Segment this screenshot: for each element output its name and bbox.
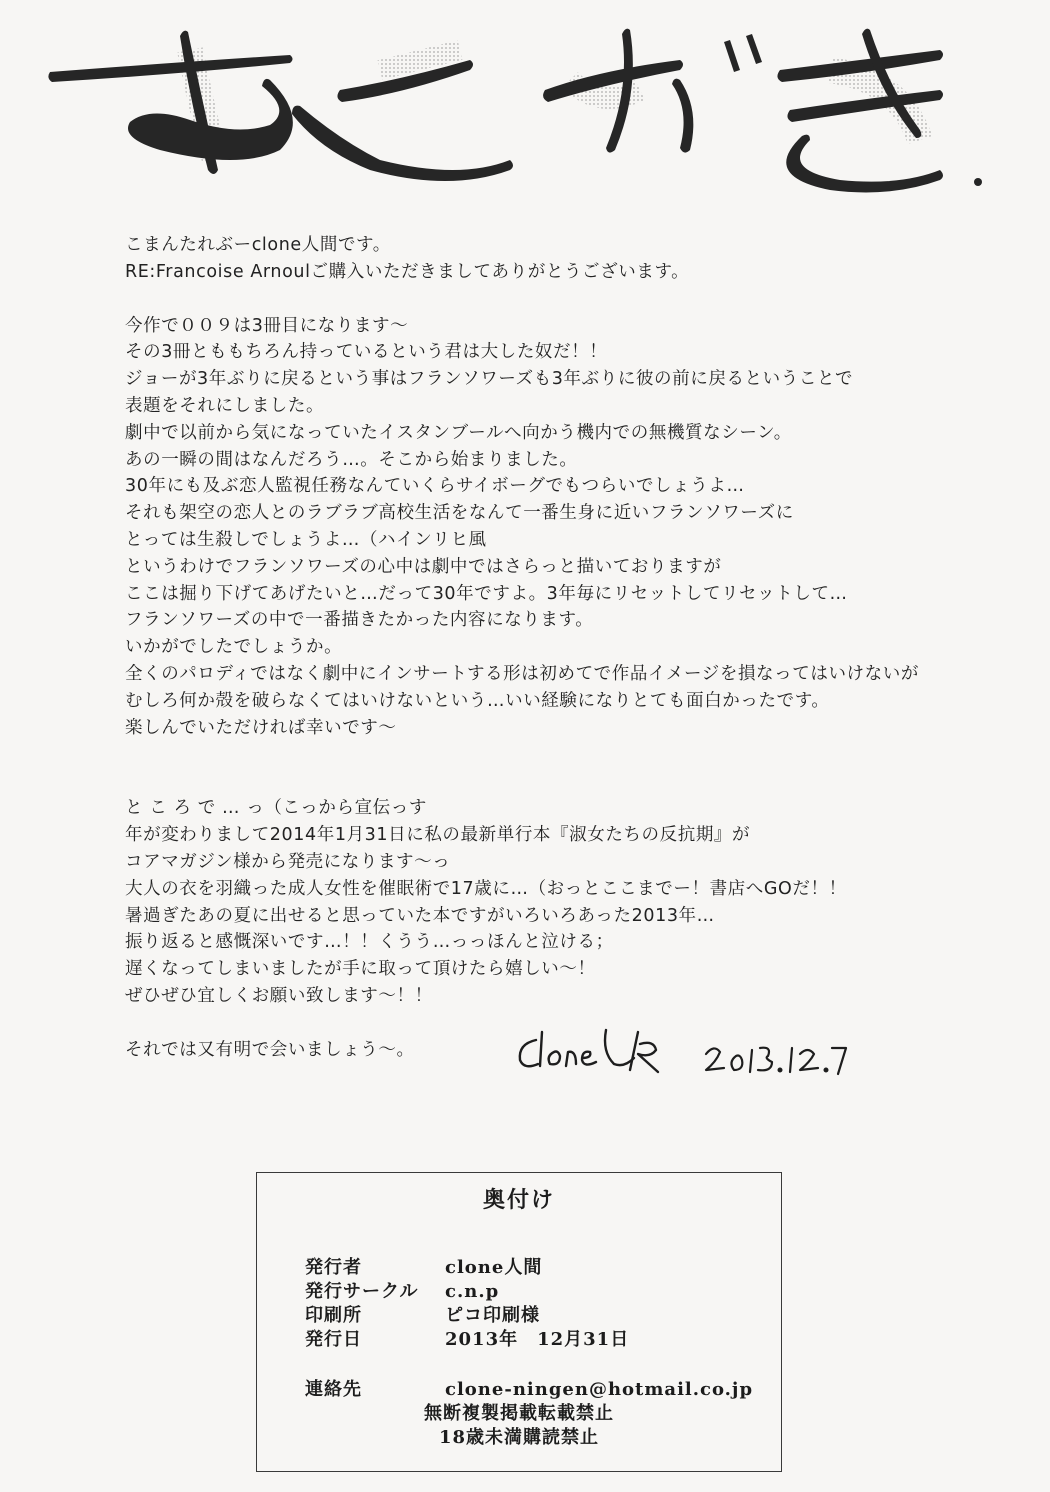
colophon-label: 発行日 — [305, 1329, 362, 1350]
text-line: コアマガジン様から発売になります～っ — [125, 851, 451, 872]
text-line: それも架空の恋人とのラブラブ高校生活をなんて一番生身に近いフランソワーズに — [125, 503, 794, 524]
colophon-row-publisher — [305, 1253, 542, 1279]
colophon-label: 印刷所 — [305, 1305, 362, 1326]
paragraph-story — [125, 313, 1025, 742]
text-line: あの一瞬の間はなんだろう…。そこから始まりました。 — [125, 449, 578, 470]
notice-no-reproduction: 無断複製掲載転載禁止 — [424, 1403, 614, 1424]
text-line: いかがでしたでしょうか。 — [125, 637, 343, 658]
text-line: 大人の衣を羽織った成人女性を催眠術で17歳に…（おっとここまでー！書店へGOだ！！ — [125, 878, 847, 899]
signature-date-text: 2013.12.7 — [510, 1018, 516, 1019]
colophon-row-printer — [305, 1301, 540, 1327]
text-line: その3冊とももちろん持っているという君は大した奴だ！！ — [125, 342, 608, 363]
colophon-value: clone人間 — [445, 1257, 543, 1278]
signature-date — [706, 1048, 846, 1074]
text-line: 全くのパロディではなく劇中にインサートする形は初めてで作品イメージを損なってはいけないが — [125, 663, 919, 684]
text-line: というわけでフランソワーズの心中は劇中ではさらっと描いておりますが — [125, 556, 722, 577]
colophon-label: 連絡先 — [305, 1379, 362, 1400]
afterword-body — [125, 232, 1025, 1010]
text-line: こまんたれぶーclone人間です。 — [125, 235, 391, 255]
text-line: ぜひぜひ宜しくお願い致します～！！ — [125, 985, 433, 1006]
text-line: ジョーが3年ぶりに戻るという事はフランソワーズも3年ぶりに彼の前に戻るということで — [125, 369, 854, 390]
contact-email: clone-ningen@hotmail.co.jp — [445, 1379, 754, 1400]
heading-glyph-a — [48, 31, 292, 174]
text-line: 年が変わりまして2014年1月31日に私の最新単行本『淑女たちの反抗期』が — [125, 825, 751, 846]
text-line: 劇中で以前から気になっていたイスタンブールへ向かう機内での無機質なシーン。 — [125, 422, 792, 443]
text-line: と こ ろ で … っ（こっから宣伝っす — [125, 798, 427, 819]
text-line: ここは掘り下げてあげたいと…だって30年ですよ。3年毎にリセットしてリセットして… — [125, 583, 848, 604]
text-line: RE:Francoise Arnoulご購入いただきましてありがとうございます。 — [125, 261, 690, 282]
heading-glyph-ga — [543, 29, 762, 153]
colophon-row-date — [305, 1325, 629, 1351]
colophon-row-circle — [305, 1277, 499, 1303]
heading-glyph-ki — [777, 29, 982, 193]
text-line: 表題をそれにしました。 — [125, 395, 325, 416]
text-line: 楽しんでいただければ幸いです～ — [125, 717, 397, 738]
heading-glyph-to — [292, 60, 513, 181]
colophon-value: c.n.p — [445, 1281, 500, 1302]
colophon-value: 2013年 12月31日 — [445, 1329, 630, 1350]
paragraph-promotion — [125, 795, 1025, 1009]
notice-age-restriction: 18歳未満購読禁止 — [438, 1427, 600, 1448]
heading-calligraphy — [40, 10, 1000, 200]
text-line: 暑過ぎたあの夏に出せると思っていた本ですがいろいろあった2013年… — [125, 905, 715, 926]
text-line: 遅くなってしまいましたが手に取って頂けたら嬉しい～！ — [125, 959, 596, 980]
handwritten-signature — [510, 1018, 860, 1082]
text-line: 今作で００９は3冊目になります～ — [125, 315, 409, 336]
text-line: とっては生殺しでしょうよ…（ハインリヒ風 — [125, 529, 487, 550]
colophon-box — [256, 1172, 782, 1472]
colophon-row-contact — [305, 1375, 753, 1401]
text-line: フランソワーズの中で一番描きたかった内容になります。 — [125, 610, 594, 631]
colophon-label: 発行者 — [305, 1257, 362, 1278]
colophon-label: 発行サークル — [305, 1281, 419, 1302]
text-line: 30年にも及ぶ恋人監視任務なんていくらサイボーグでもつらいでしょうよ… — [125, 476, 745, 497]
colophon-value: ピコ印刷様 — [445, 1305, 540, 1326]
text-line: むしろ何か殻を破らなくてはいけないという…いい経験になりとても面白かったです。 — [125, 690, 830, 711]
paragraph-greeting — [125, 232, 1025, 286]
closing-line: それでは又有明で会いましょう～。 — [125, 1040, 415, 1060]
text-line: 振り返ると感慨深いです…！！くうう…っっほんと泣ける； — [125, 932, 614, 953]
colophon-title: 奥付け — [482, 1187, 555, 1213]
